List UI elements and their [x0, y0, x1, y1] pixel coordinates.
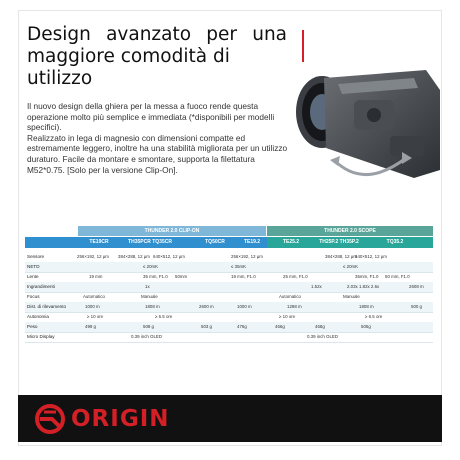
model-header: TQ50CR	[205, 239, 225, 245]
table-cell: 2608 m	[409, 284, 424, 289]
row-label: Sensore	[27, 254, 45, 259]
table-cell: 640×512, 12 μm	[355, 254, 387, 259]
model-header: TQ35.2	[386, 239, 404, 245]
paragraph-focus: Il nuovo design della ghiera per la messa a fuoco rende questa operazione molto più semplice e immediata (*disponibili per modelli specifici).	[27, 101, 275, 133]
table-cell: 0.39 inch OLED	[307, 334, 338, 339]
row-label: Lente	[27, 274, 39, 279]
table-cell: 466g	[275, 324, 285, 329]
row-label: NETD	[27, 264, 40, 269]
table-cell: 0.39 inch OLED	[131, 334, 162, 339]
model-header: TH35PCR TQ35CR	[128, 239, 172, 245]
table-cell: 508 g	[143, 324, 154, 329]
row-label: Ingrandimenti	[27, 284, 55, 289]
accent-bar	[302, 30, 304, 62]
model-header: TH25P.2 TH35P.2	[319, 239, 359, 245]
row-label: Dist. di rilevamento	[27, 304, 67, 309]
table-cell: 1298 m	[287, 304, 302, 309]
table-row	[25, 332, 433, 343]
table-cell: 2.03x 1.82x 2.6x	[347, 284, 380, 289]
table-cell: 256×192, 12 μm	[77, 254, 109, 259]
model-header: TE19CR	[89, 239, 109, 245]
table-cell: ≤ 20mK	[143, 264, 159, 269]
table-cell: ≤ 35mK	[231, 264, 247, 269]
table-cell: ≤ 20mK	[343, 264, 359, 269]
table-cell: Automatico	[83, 294, 105, 299]
table-cell: 384×288, 12 μm	[118, 254, 150, 259]
table-cell: ≥ 10 ore	[87, 314, 104, 319]
description	[27, 101, 289, 175]
table-cell: 1.52x	[311, 284, 322, 289]
table-cell: 50 mm, F1.0	[385, 274, 410, 279]
table-cell: ≥ 6.5 ore	[365, 314, 383, 319]
table-cell: 1808 m	[145, 304, 160, 309]
paragraph-material: Realizzato in lega di magnesio con dimensioni compatte ed estremamente leggero, inoltre ha una stabilità migliorata per un utilizzo duraturo. Facile da montare e smontare, supporta la filettatura M52*0.75. [Solo per la versione Clip-On].	[27, 132, 288, 175]
table-cell: 468g	[315, 324, 325, 329]
table-cell: 640×512, 12 μm	[153, 254, 185, 259]
title-line-1: Design avanzato per una	[27, 24, 287, 45]
group-header-scope: THUNDER 2.0 SCOPE	[267, 226, 433, 236]
table-cell: 500 g	[411, 304, 422, 309]
table-cell: ≥ 10 ore	[279, 314, 296, 319]
table-cell: 503 g	[201, 324, 212, 329]
title-line-2: maggiore comodità di utilizzo	[27, 46, 230, 89]
table-cell: 1808 m	[359, 304, 374, 309]
table-cell: 505g	[361, 324, 371, 329]
table-cell: 499 g	[85, 324, 96, 329]
table-cell: Automatico	[279, 294, 301, 299]
table-cell: 256×192, 12 μm	[231, 254, 263, 259]
model-header: TE25.2	[282, 239, 300, 245]
table-cell: Manuale	[141, 294, 158, 299]
table-cell: 1x	[145, 284, 150, 289]
table-cell: 25 mm, F1.0	[283, 274, 308, 279]
product-image	[294, 60, 440, 190]
row-label: Autonomia	[27, 314, 49, 319]
table-cell: 19 mm, F1.0	[231, 274, 256, 279]
brand-name: ORIGIN	[71, 406, 170, 432]
table-cell: 1000 m	[85, 304, 100, 309]
table-cell: 35 mm, F1.0	[143, 274, 168, 279]
table-cell: 1000 m	[237, 304, 252, 309]
row-label: Focus	[27, 294, 40, 299]
table-cell: 476g	[237, 324, 247, 329]
table-cell: 384×288, 12 μm	[325, 254, 357, 259]
table-cell: Manuale	[343, 294, 360, 299]
row-label: Peso	[27, 324, 38, 329]
table-cell: ≥ 6.5 ore	[155, 314, 173, 319]
table-cell: 2600 m	[199, 304, 214, 309]
table-cell: 50mm	[175, 274, 188, 279]
model-header: TE19.2	[243, 239, 261, 245]
page-title	[27, 24, 287, 90]
row-label: Micro Display	[27, 334, 55, 339]
group-header-clip-on: THUNDER 2.0 CLIP-ON	[78, 226, 266, 236]
table-cell: 19 mm	[89, 274, 103, 279]
table-cell: 35mm, F1.0	[355, 274, 379, 279]
